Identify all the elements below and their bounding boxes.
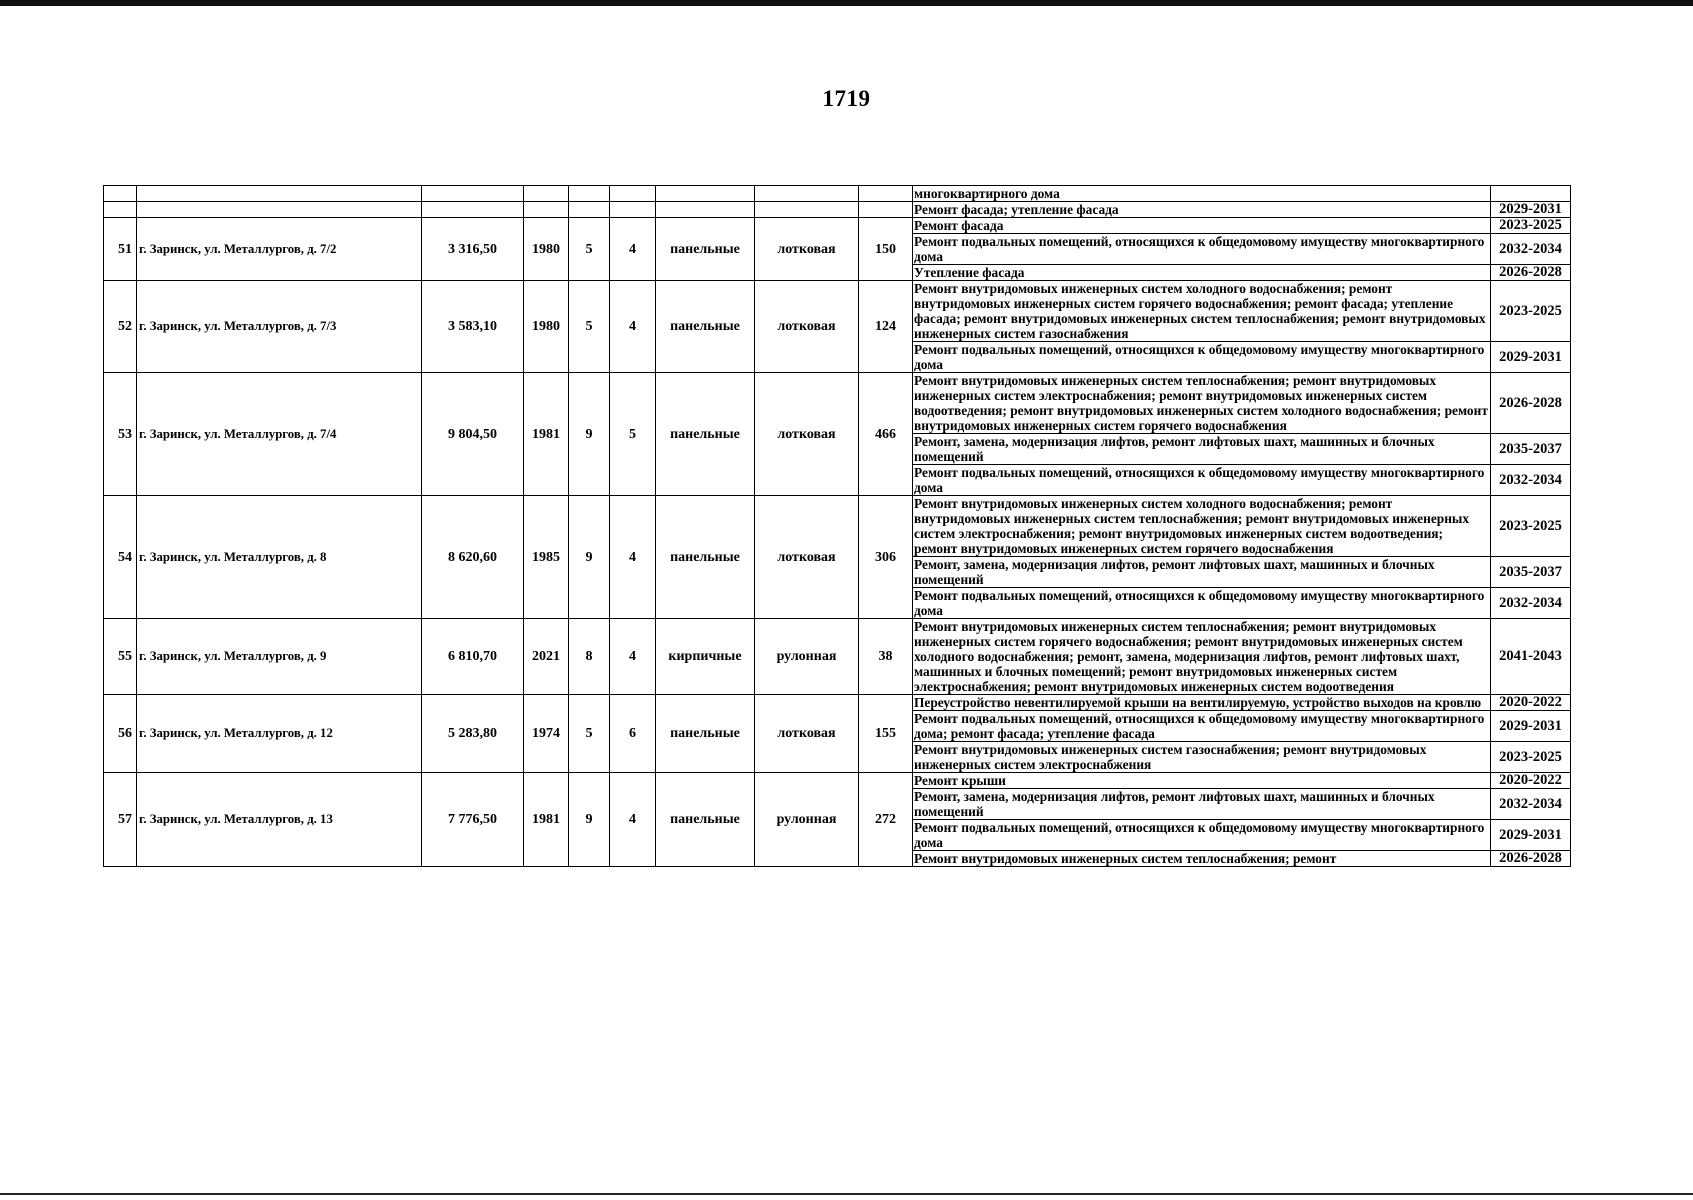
build-year: 1980 [524, 281, 569, 373]
work-period: 2023-2025 [1491, 742, 1571, 773]
empty-cell [137, 186, 422, 202]
total-area: 3 583,10 [422, 281, 524, 373]
resident-count: 38 [859, 619, 913, 695]
empty-cell [610, 202, 656, 218]
table-row [104, 773, 1571, 789]
table-row [104, 218, 1571, 234]
house-address: г. Заринск, ул. Металлургов, д. 7/4 [137, 373, 422, 496]
build-year: 1981 [524, 773, 569, 867]
work-period: 2029-2031 [1491, 342, 1571, 373]
entrance-count: 4 [610, 773, 656, 867]
work-period: 2020-2022 [1491, 773, 1571, 789]
empty-cell [859, 202, 913, 218]
empty-cell [755, 186, 859, 202]
empty-cell [656, 202, 755, 218]
resident-count: 155 [859, 695, 913, 773]
total-area: 9 804,50 [422, 373, 524, 496]
build-year: 2021 [524, 619, 569, 695]
row-number: 52 [104, 281, 137, 373]
carryover-row [104, 202, 1571, 218]
work-description: Ремонт подвальных помещений, относящихся к общедомовому имуществу многоквартирного дома [913, 588, 1491, 619]
resident-count: 272 [859, 773, 913, 867]
work-period: 2026-2028 [1491, 373, 1571, 434]
total-area: 7 776,50 [422, 773, 524, 867]
work-description: Ремонт фасада; утепление фасада [913, 202, 1491, 218]
entrance-count: 5 [610, 373, 656, 496]
floor-count: 5 [569, 281, 610, 373]
empty-cell [610, 186, 656, 202]
wall-material: панельные [656, 218, 755, 281]
floor-count: 9 [569, 496, 610, 619]
entrance-count: 4 [610, 218, 656, 281]
empty-cell [422, 186, 524, 202]
row-number: 56 [104, 695, 137, 773]
row-number: 54 [104, 496, 137, 619]
table-row [104, 496, 1571, 557]
build-year: 1981 [524, 373, 569, 496]
wall-material: панельные [656, 773, 755, 867]
empty-cell [569, 186, 610, 202]
work-period: 2032-2034 [1491, 465, 1571, 496]
work-description: Ремонт внутридомовых инженерных систем холодного водоснабжения; ремонт внутридомовых инженерных систем теплоснабжения; ремонт внутридомовых инженерных систем электроснабжения; ремонт внутридомовых инженерных систем водоотведения; ремонт внутридомовых инженерных систем горячего водоснабжения [913, 496, 1491, 557]
wall-material: панельные [656, 373, 755, 496]
table-row [104, 619, 1571, 695]
floor-count: 9 [569, 373, 610, 496]
work-description: многоквартирного дома [913, 186, 1491, 202]
roof-type: рулонная [755, 619, 859, 695]
resident-count: 306 [859, 496, 913, 619]
work-description: Ремонт подвальных помещений, относящихся к общедомовому имуществу многоквартирного дома [913, 465, 1491, 496]
empty-cell [569, 202, 610, 218]
work-description: Ремонт внутридомовых инженерных систем теплоснабжения; ремонт внутридомовых инженерных систем электроснабжения; ремонт внутридомовых инженерных систем водоотведения; ремонт внутридомовых инженерных систем холодного водоснабжения; ремонт внутридомовых инженерных систем горячего водоснабжения [913, 373, 1491, 434]
work-period: 2026-2028 [1491, 265, 1571, 281]
work-description: Ремонт внутридомовых инженерных систем холодного водоснабжения; ремонт внутридомовых инженерных систем горячего водоснабжения; ремонт фасада; утепление фасада; ремонт внутридомовых инженерных систем теплоснабжения; ремонт внутридомовых инженерных систем газоснабжения [913, 281, 1491, 342]
work-period: 2029-2031 [1491, 202, 1571, 218]
total-area: 5 283,80 [422, 695, 524, 773]
work-period [1491, 186, 1571, 202]
table-row [104, 695, 1571, 711]
work-description: Ремонт подвальных помещений, относящихся к общедомовому имуществу многоквартирного дома; ремонт фасада; утепление фасада [913, 711, 1491, 742]
wall-material: панельные [656, 496, 755, 619]
row-number: 51 [104, 218, 137, 281]
build-year: 1980 [524, 218, 569, 281]
house-address: г. Заринск, ул. Металлургов, д. 7/3 [137, 281, 422, 373]
entrance-count: 4 [610, 619, 656, 695]
empty-cell [137, 202, 422, 218]
empty-cell [422, 202, 524, 218]
wall-material: панельные [656, 281, 755, 373]
work-description: Ремонт фасада [913, 218, 1491, 234]
page-number: 1719 [822, 86, 871, 111]
work-period: 2023-2025 [1491, 496, 1571, 557]
resident-count: 124 [859, 281, 913, 373]
build-year: 1974 [524, 695, 569, 773]
row-number: 57 [104, 773, 137, 867]
roof-type: лотковая [755, 373, 859, 496]
roof-type: лотковая [755, 695, 859, 773]
row-number: 53 [104, 373, 137, 496]
roof-type: лотковая [755, 281, 859, 373]
empty-cell [104, 186, 137, 202]
work-description: Ремонт подвальных помещений, относящихся к общедомовому имуществу многоквартирного дома [913, 820, 1491, 851]
house-address: г. Заринск, ул. Металлургов, д. 7/2 [137, 218, 422, 281]
work-period: 2041-2043 [1491, 619, 1571, 695]
work-description: Ремонт внутридомовых инженерных систем газоснабжения; ремонт внутридомовых инженерных систем электроснабжения [913, 742, 1491, 773]
empty-cell [755, 202, 859, 218]
work-period: 2026-2028 [1491, 851, 1571, 867]
empty-cell [859, 186, 913, 202]
floor-count: 5 [569, 218, 610, 281]
table-row [104, 373, 1571, 434]
roof-type: лотковая [755, 496, 859, 619]
bottom-rule [0, 1193, 1693, 1195]
carryover-row [104, 186, 1571, 202]
entrance-count: 6 [610, 695, 656, 773]
house-address: г. Заринск, ул. Металлургов, д. 13 [137, 773, 422, 867]
register-body [104, 186, 1571, 867]
build-year: 1985 [524, 496, 569, 619]
empty-cell [656, 186, 755, 202]
roof-type: лотковая [755, 218, 859, 281]
work-period: 2035-2037 [1491, 557, 1571, 588]
work-period: 2032-2034 [1491, 789, 1571, 820]
work-period: 2020-2022 [1491, 695, 1571, 711]
empty-cell [524, 186, 569, 202]
work-description: Ремонт, замена, модернизация лифтов, ремонт лифтовых шахт, машинных и блочных помещений [913, 557, 1491, 588]
wall-material: панельные [656, 695, 755, 773]
work-description: Ремонт крыши [913, 773, 1491, 789]
work-description: Утепление фасада [913, 265, 1491, 281]
house-address: г. Заринск, ул. Металлургов, д. 12 [137, 695, 422, 773]
house-address: г. Заринск, ул. Металлургов, д. 8 [137, 496, 422, 619]
work-description: Ремонт подвальных помещений, относящихся к общедомовому имуществу многоквартирного дома [913, 234, 1491, 265]
work-description: Ремонт, замена, модернизация лифтов, ремонт лифтовых шахт, машинных и блочных помещений [913, 789, 1491, 820]
work-period: 2023-2025 [1491, 281, 1571, 342]
floor-count: 8 [569, 619, 610, 695]
entrance-count: 4 [610, 496, 656, 619]
resident-count: 150 [859, 218, 913, 281]
floor-count: 9 [569, 773, 610, 867]
work-period: 2032-2034 [1491, 234, 1571, 265]
resident-count: 466 [859, 373, 913, 496]
work-period: 2035-2037 [1491, 434, 1571, 465]
house-address: г. Заринск, ул. Металлургов, д. 9 [137, 619, 422, 695]
floor-count: 5 [569, 695, 610, 773]
work-period: 2029-2031 [1491, 711, 1571, 742]
total-area: 8 620,60 [422, 496, 524, 619]
table-row [104, 281, 1571, 342]
work-description: Ремонт внутридомовых инженерных систем теплоснабжения; ремонт внутридомовых инженерных систем горячего водоснабжения; ремонт внутридомовых инженерных систем холодного водоснабжения; ремонт, замена, модернизация лифтов, ремонт лифтовых шахт, машинных и блочных помещений; ремонт внутридомовых инженерных систем электроснабжения; ремонт внутридомовых инженерных систем водоотведения [913, 619, 1491, 695]
work-period: 2029-2031 [1491, 820, 1571, 851]
empty-cell [524, 202, 569, 218]
work-period: 2032-2034 [1491, 588, 1571, 619]
total-area: 3 316,50 [422, 218, 524, 281]
top-rule [0, 0, 1693, 6]
work-description: Переустройство невентилируемой крыши на вентилируемую, устройство выходов на кровлю [913, 695, 1491, 711]
wall-material: кирпичные [656, 619, 755, 695]
roof-type: рулонная [755, 773, 859, 867]
work-description: Ремонт, замена, модернизация лифтов, ремонт лифтовых шахт, машинных и блочных помещений [913, 434, 1491, 465]
work-description: Ремонт подвальных помещений, относящихся к общедомовому имуществу многоквартирного дома [913, 342, 1491, 373]
entrance-count: 4 [610, 281, 656, 373]
total-area: 6 810,70 [422, 619, 524, 695]
work-period: 2023-2025 [1491, 218, 1571, 234]
housing-register-table [103, 185, 1571, 867]
empty-cell [104, 202, 137, 218]
work-description: Ремонт внутридомовых инженерных систем теплоснабжения; ремонт [913, 851, 1491, 867]
row-number: 55 [104, 619, 137, 695]
